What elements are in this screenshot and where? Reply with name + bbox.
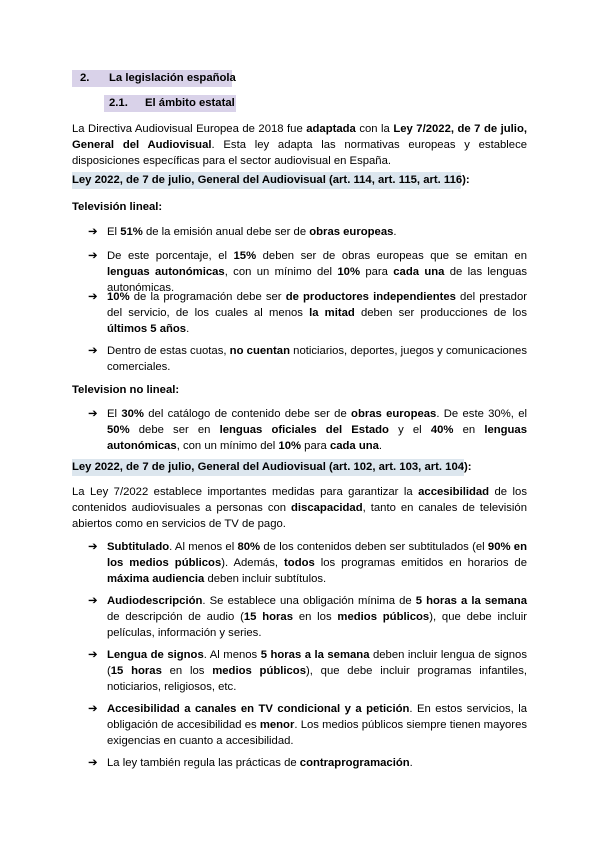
text: ). Además,: [221, 557, 285, 569]
arrow-icon: ➔: [88, 226, 98, 238]
text: La Directiva Audiovisual Europea de 2018 fue: [72, 123, 307, 135]
bold-text: menor: [259, 719, 295, 731]
bold-text: medios públicos: [337, 611, 430, 623]
text: deben ser producciones de los: [354, 307, 527, 319]
bold-text: de productores independientes: [285, 291, 456, 303]
text: . Al menos: [203, 649, 261, 661]
bold-text: obras europeas: [351, 408, 437, 420]
law2-heading: Ley 2022, de 7 de julio, General del Audiovisual (art. 102, art. 103, art. 104):: [72, 461, 472, 473]
bold-text: Accesibilidad a canales en TV condicional y a petición: [107, 703, 410, 715]
list-item: [88, 289, 527, 337]
bold-text: lenguas autonómicas: [107, 266, 225, 278]
arrow-icon: ➔: [88, 250, 98, 262]
bold-text: 30%: [121, 408, 144, 420]
text: La Ley 7/2022 establece importantes medidas para garantizar la: [72, 486, 419, 498]
text: en: [453, 424, 485, 436]
text: .: [393, 226, 397, 238]
text: . De este 30%, el: [436, 408, 527, 420]
text: .: [409, 757, 413, 769]
bold-text: últimos 5 años: [107, 323, 187, 335]
text: y el: [388, 424, 431, 436]
bold-text: cada una: [329, 440, 379, 452]
bold-text: la mitad: [309, 307, 355, 319]
bold-text: Audiodescripción: [107, 595, 203, 607]
text: ), que debe incluir programas infantiles, noticiarios, religiosos, etc.: [107, 665, 527, 693]
text: deben incluir lengua de signos (: [107, 649, 527, 677]
text: De este porcentaje, el: [107, 250, 234, 262]
list-item: [88, 647, 527, 695]
text: Dentro de estas cuotas,: [107, 345, 230, 357]
arrow-icon: ➔: [88, 703, 98, 715]
list-item: [88, 406, 527, 454]
nonlinear-tv-heading: Television no lineal:: [72, 384, 180, 396]
arrow-icon: ➔: [88, 291, 98, 303]
list-item: [88, 755, 527, 771]
text: La ley también regula las prácticas de: [107, 757, 300, 769]
text: .: [186, 323, 190, 335]
list-item: [88, 224, 527, 240]
bold-text: Subtitulado: [107, 541, 170, 553]
bold-text: lenguas autonómicas: [107, 424, 528, 452]
law1-heading: Ley 2022, de 7 de julio, General del Audiovisual (art. 114, art. 115, art. 116):: [72, 174, 470, 186]
text: , con un mínimo del: [176, 440, 279, 452]
text: .: [378, 440, 383, 452]
text: para: [360, 266, 394, 278]
bold-text: 10%: [278, 440, 302, 452]
bold-text: máxima audiencia: [107, 573, 205, 585]
bold-text: obras europeas: [309, 226, 394, 238]
bold-text: no cuentan: [229, 345, 290, 357]
text: . Se establece una obligación mínima de: [202, 595, 416, 607]
bold-text: Lengua de signos: [107, 649, 204, 661]
text: en los: [293, 611, 338, 623]
text: de descripción de audio (: [107, 611, 244, 623]
bold-text: cada una: [393, 266, 445, 278]
bold-text: medios públicos: [212, 665, 306, 677]
text: . Al menos el: [169, 541, 238, 553]
text: , tanto en canales de televisión abiertos como en servicios de TV de pago.: [72, 502, 527, 530]
bold-text: 15 horas: [110, 665, 162, 677]
text: en los: [161, 665, 213, 677]
text: para: [301, 440, 330, 452]
section-number: 2.: [80, 72, 90, 84]
bold-text: 51%: [120, 226, 143, 238]
text: con la: [355, 123, 394, 135]
list-item: [88, 539, 527, 587]
bold-text: accesibilidad: [418, 486, 490, 498]
bold-text: 80%: [237, 541, 261, 553]
text: debe ser en: [129, 424, 220, 436]
bold-text: 50%: [107, 424, 130, 436]
arrow-icon: ➔: [88, 757, 98, 769]
text: del prestador del servicio, de los cuales al menos: [107, 291, 527, 319]
text: . Los medios públicos siempre tienen mayores exigencias en cuanto a accesibilidad.: [107, 719, 528, 747]
arrow-icon: ➔: [88, 345, 98, 357]
text: El: [107, 408, 122, 420]
section-title: La legislación española: [109, 72, 236, 84]
text: ), que debe incluir películas, información y series.: [107, 611, 527, 639]
bold-text: 5 horas a la semana: [260, 649, 370, 661]
intro-paragraph: [72, 121, 527, 169]
accessibility-paragraph: [72, 484, 527, 532]
text: de los contenidos audiovisuales a personas con: [72, 486, 527, 514]
bold-text: discapacidad: [291, 502, 363, 514]
list-item: [88, 593, 527, 641]
list-item: [88, 343, 527, 375]
text: . En estos servicios, la obligación de accesibilidad es: [107, 703, 527, 731]
arrow-icon: ➔: [88, 541, 98, 553]
text: deben incluir subtítulos.: [204, 573, 327, 585]
bold-text: adaptada: [306, 123, 356, 135]
bold-text: 15 horas: [243, 611, 294, 623]
text: , con un mínimo del: [224, 266, 338, 278]
text: . Esta ley adapta las normativas europeas y establece disposiciones específicas para el sector audiovisual en España.: [72, 139, 528, 167]
bold-text: 10%: [107, 291, 130, 303]
text: de las lenguas autonómicas.: [107, 266, 527, 294]
bold-text: 90% en los medios públicos: [107, 541, 527, 569]
subsection-heading: [109, 97, 235, 109]
bold-text: todos: [284, 557, 315, 569]
linear-tv-heading: Televisión lineal:: [72, 201, 163, 213]
bold-text: Ley 7/2022, de 7 de julio, General del Audiovisual: [72, 123, 527, 151]
subsection-title: El ámbito estatal: [145, 97, 235, 109]
bold-text: 10%: [337, 266, 360, 278]
bold-text: 5 horas a la semana: [415, 595, 527, 607]
list-item: [88, 701, 527, 749]
bold-text: contraprogramación: [299, 757, 410, 769]
text: los programas emitidos en horarios de: [314, 557, 527, 569]
arrow-icon: ➔: [88, 649, 98, 661]
text: de la emisión anual debe ser de: [142, 226, 310, 238]
text: de la programación debe ser: [129, 291, 286, 303]
arrow-icon: ➔: [88, 408, 98, 420]
text: deben ser de obras europeas que se emitan en: [256, 250, 527, 262]
text: de los contenidos deben ser subtitulados (el: [260, 541, 488, 553]
text: del catálogo de contenido debe ser de: [143, 408, 352, 420]
text: El: [107, 226, 121, 238]
text: noticiarios, deportes, juegos y comunicaciones comerciales.: [107, 345, 527, 373]
bold-text: 40%: [430, 424, 454, 436]
subsection-number: 2.1.: [109, 97, 128, 109]
bold-text: lenguas oficiales del Estado: [219, 424, 389, 436]
bold-text: 15%: [233, 250, 257, 262]
arrow-icon: ➔: [88, 595, 98, 607]
section-heading: [80, 72, 236, 84]
